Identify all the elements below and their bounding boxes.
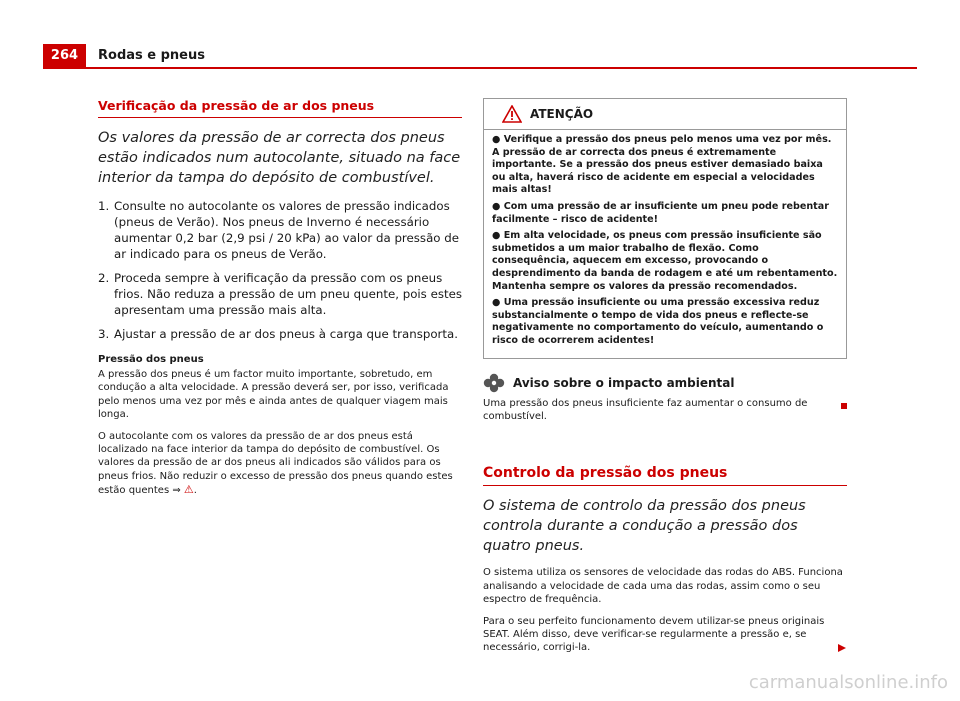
continue-arrow-icon bbox=[837, 643, 847, 653]
intro-text: O sistema de controlo da pressão dos pneus controla durante a condução a pressão dos quatro pneus. bbox=[483, 498, 806, 555]
step-item bbox=[98, 198, 462, 262]
warning-box bbox=[483, 98, 847, 359]
warning-body bbox=[484, 130, 846, 358]
steps-list bbox=[98, 198, 462, 342]
environment-title: Aviso sobre o impacto ambiental bbox=[513, 375, 735, 390]
step-text: Consulte no autocolante os valores de pressão indicados (pneus de Verão). Nos pneus de Inverno é necessário aumentar 0,2 bar (2,9 psi / 20 kPa) ao valor da pressão de ar indicado para os pneus de Verão. bbox=[114, 199, 460, 261]
paragraph-wrapper bbox=[483, 615, 847, 655]
environment-text: Uma pressão dos pneus insuficiente faz aumentar o consumo de combustível. bbox=[483, 397, 808, 422]
step-item bbox=[98, 326, 462, 342]
intro-text: Os valores da pressão de ar correcta dos pneus estão indicados num autocolante, situado na face interior da tampa do depósito de combustível. bbox=[98, 130, 461, 186]
warning-bullet: ● Verifique a pressão dos pneus pelo menos uma vez por mês. A pressão de ar correcta dos pneus é extremamente importante. Se a pressão dos pneus estiver demasiado baixa ou alta, haverá risco de acidente em especial a velocidades mais altas! bbox=[492, 134, 832, 196]
warning-triangle-icon bbox=[502, 105, 522, 123]
page-header-title: Rodas e pneus bbox=[98, 48, 205, 63]
warning-bullet-text: Verifique a pressão dos pneus pelo menos uma vez por mês. A pressão de ar correcta dos pneus é extremamente importante. Se a pressão dos pneus estiver demasiado baixa ou alta, haverá risco de acidente em especial a velocidades mais altas! bbox=[492, 134, 832, 196]
warning-bullet-text: Uma pressão insuficiente ou uma pressão excessiva reduz substancialmente o tempo de vida dos pneus e reflecte-se negativamente no comportamento do veículo, aumentando o risco de ocorrerem acidentes! bbox=[492, 297, 824, 346]
section-heading-pressure-control: Controlo da pressão dos pneus bbox=[483, 465, 847, 486]
section-end-marker bbox=[841, 403, 847, 409]
warning-bullet-text: Em alta velocidade, os pneus com pressão insuficiente são submetidos a um maior trabalho de flexão. Como consequência, aquecem em excesso, provocando o desprendimento da banda de rodagem e até um rebentamento. Mantenha sempre os valores da pressão recomendados. bbox=[492, 230, 838, 292]
left-column bbox=[98, 98, 462, 506]
warning-header bbox=[484, 99, 846, 130]
step-text: Ajustar a pressão de ar dos pneus à carga que transporta. bbox=[114, 327, 459, 341]
step-text: Proceda sempre à verificação da pressão com os pneus frios. Não reduza a pressão de um pneu quente, pois estes apresentam uma pressão mais alta. bbox=[114, 271, 463, 317]
warning-bullet: ● Uma pressão insuficiente ou uma pressão excessiva reduz substancialmente o tempo de vida dos pneus e reflecte-se negativamente no comportamento do veículo, aumentando o risco de ocorrerem acidentes! bbox=[492, 297, 824, 346]
warning-bullet-text: Com uma pressão de ar insuficiente um pneu pode rebentar facilmente – risco de acidente! bbox=[492, 200, 829, 225]
step-number: 1. bbox=[98, 199, 110, 213]
warning-title: ATENÇÃO bbox=[530, 107, 594, 121]
watermark: carmanualsonline.info bbox=[748, 672, 948, 693]
page-number: 264 bbox=[43, 44, 86, 68]
paragraph bbox=[98, 430, 462, 498]
right-column bbox=[483, 98, 847, 663]
paragraph-text: O autocolante com os valores da pressão de ar dos pneus está localizado na face interior da tampa do depósito de combustível. Os valores da pressão de ar dos pneus ali indicados são válidos para os pneus frios. Não reduzir o excesso de pressão dos pneus quando estes estão quentes ⇒ bbox=[98, 430, 453, 497]
paragraph: O sistema utiliza os sensores de velocidade das rodas do ABS. Funciona analisando a velocidade de cada uma das rodas, assim como o seu espectro de frequência. bbox=[483, 567, 843, 606]
leaf-flower-icon bbox=[483, 373, 505, 393]
section-heading-pressure-check: Verificação da pressão de ar dos pneus bbox=[98, 98, 462, 118]
paragraph-end: . bbox=[193, 485, 197, 497]
warning-triangle-icon[interactable]: ⚠ bbox=[183, 483, 194, 497]
step-number: 2. bbox=[98, 271, 110, 285]
warning-bullet: ● Em alta velocidade, os pneus com pressão insuficiente são submetidos a um maior trabalho de flexão. Como consequência, aquecem em excesso, provocando o desprendimento da banda de rodagem e até um rebentamento. Mantenha sempre os valores da pressão recomendados. bbox=[492, 230, 838, 292]
paragraph: Para o seu perfeito funcionamento devem utilizar-se pneus originais SEAT. Além disso, deve verificar-se regularmente a pressão e, se necessário, corrigi-la. bbox=[483, 615, 825, 654]
sub-heading-tyre-pressure: Pressão dos pneus bbox=[98, 354, 204, 365]
header-rule bbox=[43, 67, 917, 69]
warning-bullet: ● Com uma pressão de ar insuficiente um pneu pode rebentar facilmente – risco de acidente! bbox=[492, 200, 829, 225]
paragraph: A pressão dos pneus é um factor muito importante, sobretudo, em condução a alta velocidade. A pressão deverá ser, por isso, verificada pelo menos uma vez por mês e ainda antes de qualquer viagem mais longa. bbox=[98, 369, 449, 421]
environment-note bbox=[483, 373, 847, 424]
step-item bbox=[98, 270, 462, 318]
step-number: 3. bbox=[98, 327, 110, 341]
environment-header bbox=[483, 373, 847, 393]
